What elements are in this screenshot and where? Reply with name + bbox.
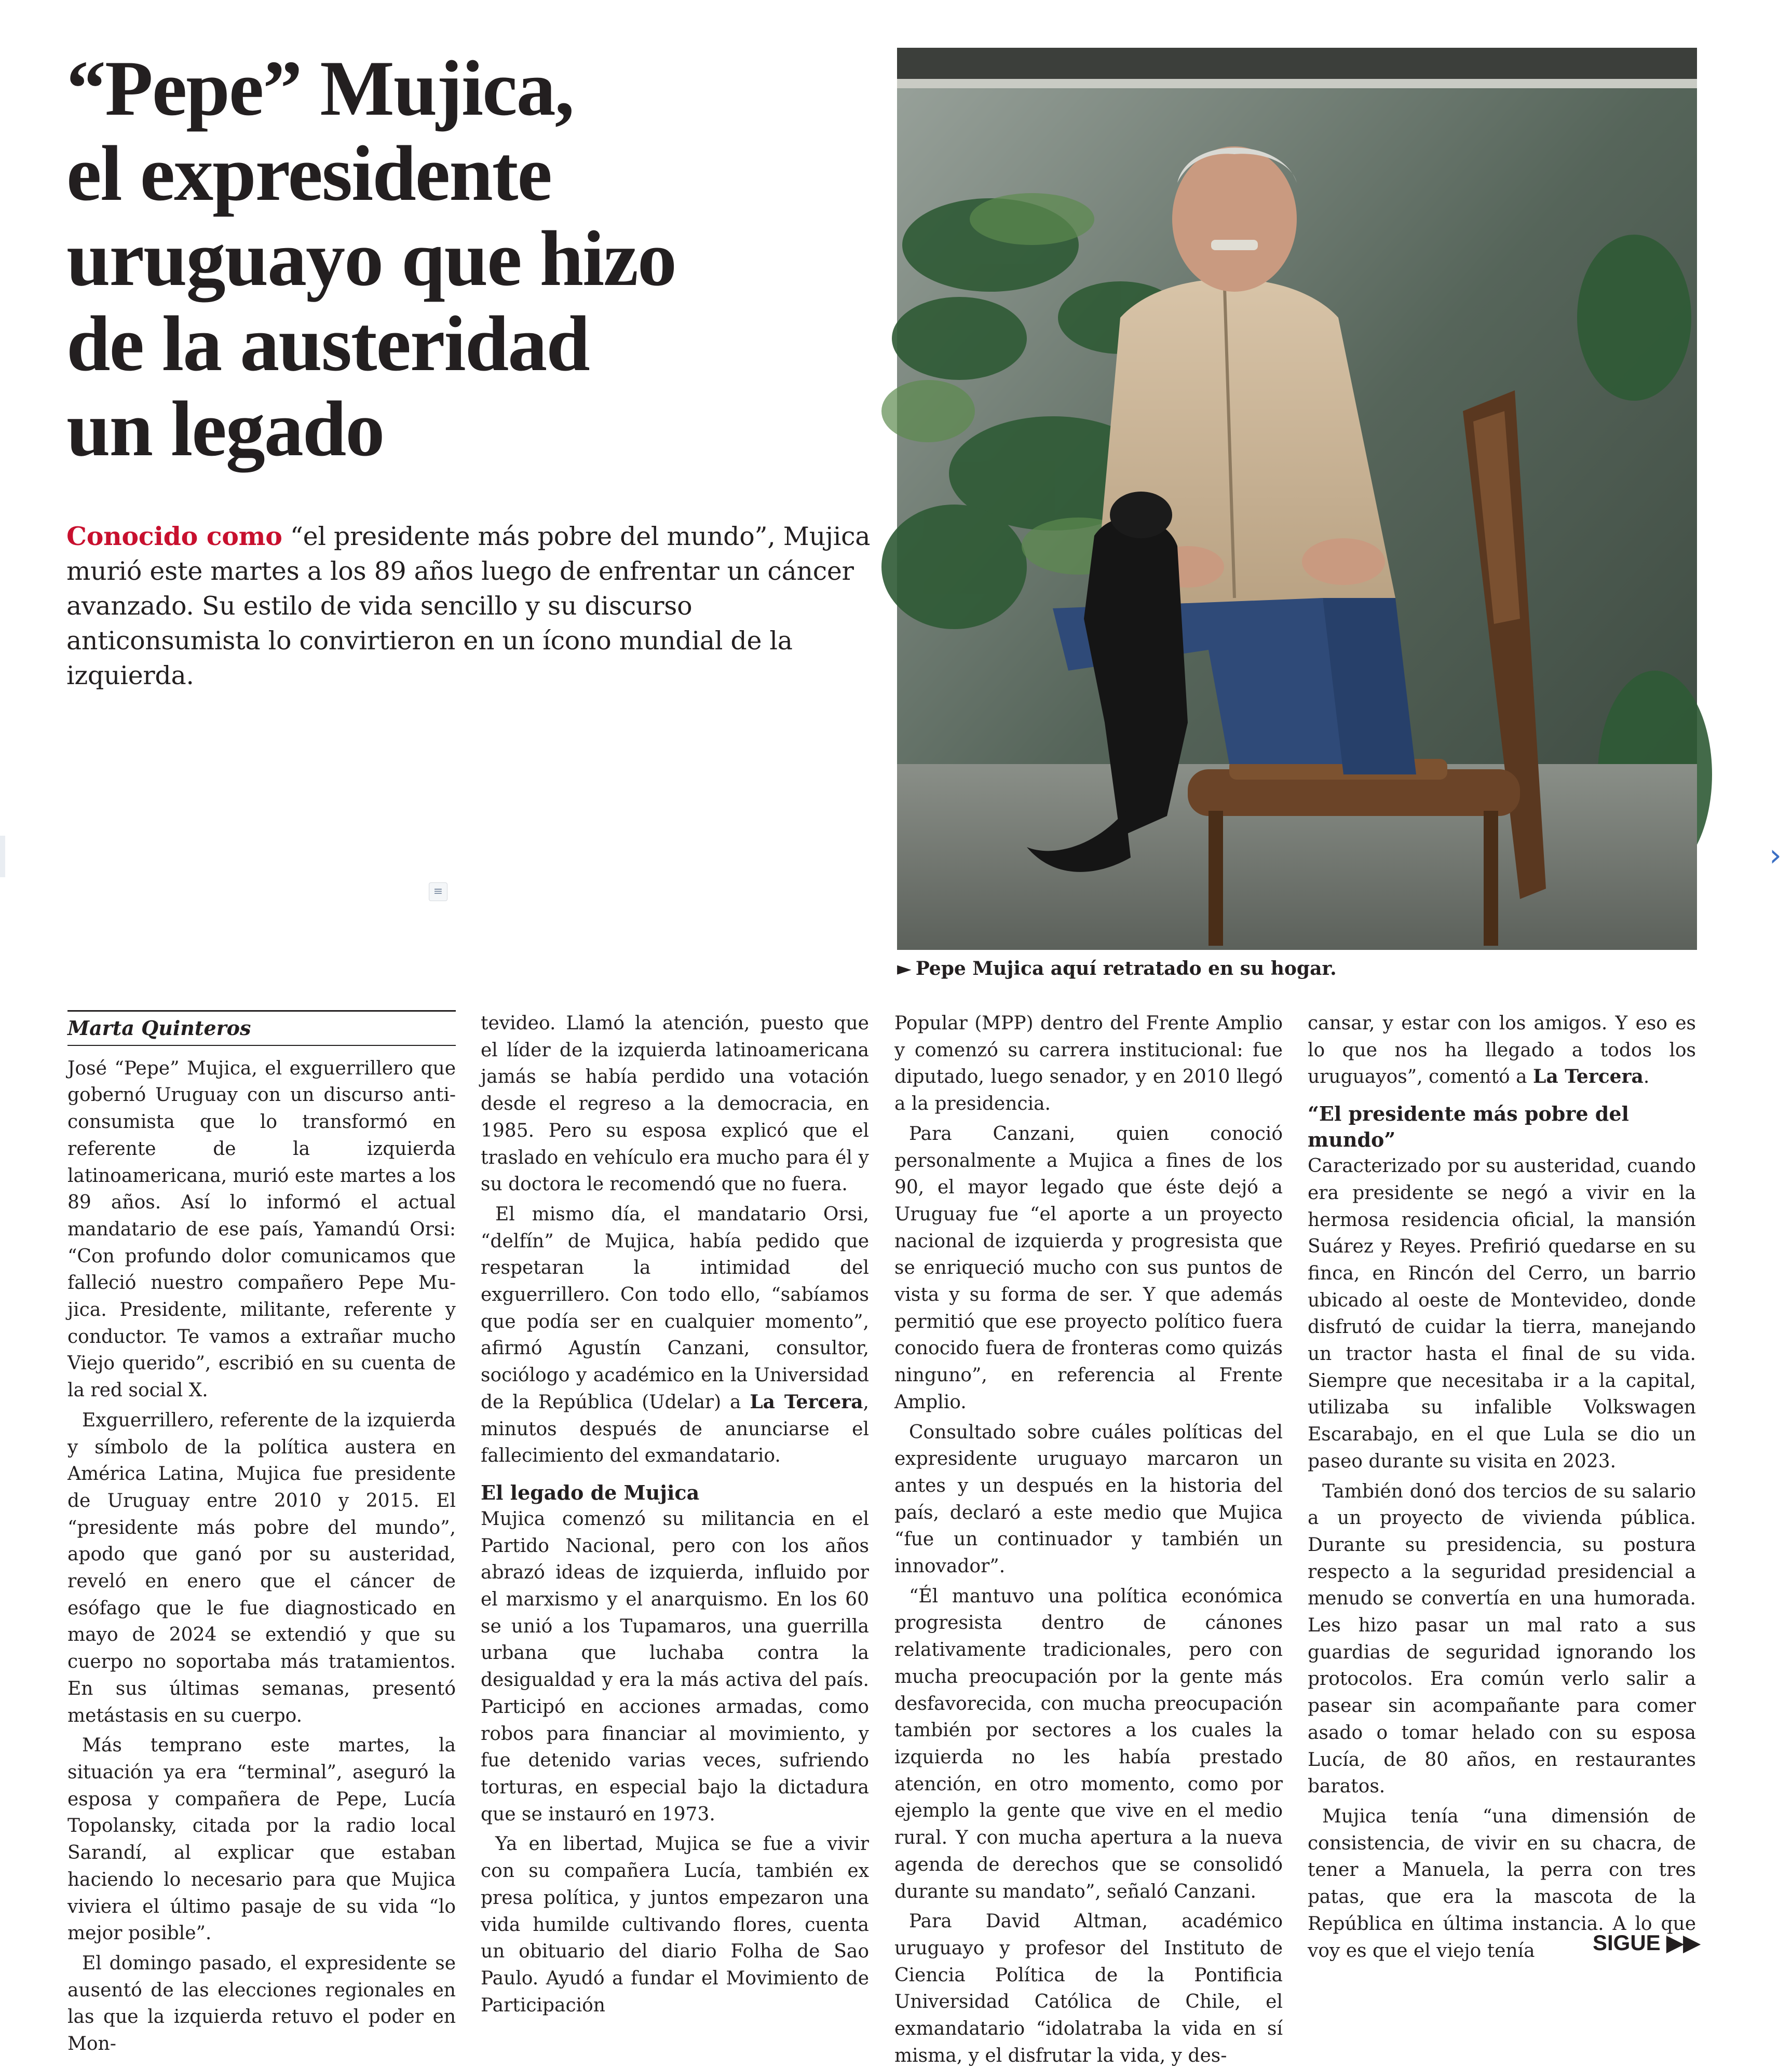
subheading: El legado de Mujica xyxy=(481,1480,700,1504)
note-icon[interactable]: ≡ xyxy=(429,882,447,901)
text-column-2 xyxy=(481,1010,869,2016)
next-page-chevron-icon[interactable]: › xyxy=(1769,837,1782,874)
headline-line: el expresidente xyxy=(66,130,551,217)
paragraph: “Él mantuvo una política económica progresista dentro de cánones relativamente tradicionales, pero con mucha preocupación por la gente más desfavorecida, con mucha preocupación también por sectores a los cuales la izquierda no les había prestado atención, en otro momento, como por ejemplo la gente que vive en el medio rural. Y con mucha apertura a la nueva agenda de derechos que se consolidó durante su mandato”, señaló Canzani. xyxy=(894,1585,1283,1902)
paragraph: Exguerrillero, referente de la izquierda y símbolo de la política austera en América Latina, Mujica fue presidente de Uruguay entre 2010 y 2015. El “presidente más pobre del mundo”, apodo que ganó por su austeridad, reveló en enero que el cáncer de esófago que le fue diagnosticado en mayo de 2024 se extendió y que su cuerpo no soportaba más tratamientos. En sus últimas semanas, presentó metástasis en su cuerpo. xyxy=(67,1409,456,1726)
text-column-1 xyxy=(67,1010,456,2055)
paragraph: Ya en libertad, Mujica se fue a vivir con su compañera Lucía, también ex presa política, y juntos empezaron una vida humilde cultivando flores, cuenta un obituario del diario Folha de Sao Paulo. Ayudó a fundar el Movimiento de Participación xyxy=(481,1833,869,2016)
text-column-4 xyxy=(1308,1010,1696,1962)
paragraph-text: El mismo día, el mandatario Orsi, “delfín” de Mujica, había pedido que respetaran la intimidad del exguerrillero. Con todo ello, “sabíamos que podía ser en cualquier momento”, afirmó Agustín Canzani, consultor, sociólogo y académico en la Universidad de la República (Udelar) a xyxy=(481,1203,869,1413)
paragraph: tevideo. Llamó la atención, puesto que el líder de la izquierda latinoamericana jamás se había perdido una votación desde el regreso a la democracia, en 1985. Pero su esposa explicó que el traslado en vehículo era mucho para él y su doctora le recomendó que no fuera. xyxy=(481,1013,869,1195)
headline-line: uruguayo que hizo xyxy=(66,215,676,302)
paragraph: Mujica tenía “una dimensión de consistencia, de vivir en su chacra, de tener a Manuela, la perra con tres patas, que era la mascota de la República en última instancia. A lo que voy es que el viejo tenía xyxy=(1308,1805,1696,1962)
text-column-3 xyxy=(894,1010,1283,2066)
photo-illustration xyxy=(897,48,1697,950)
headline xyxy=(66,46,876,471)
paragraph: Consultado sobre cuáles políticas del expresidente uruguayo marcaron un antes y un después en la historia del país, declaró a este medio que Mujica “fue un continuador y también un innovador”. xyxy=(894,1421,1283,1577)
paragraph: Mujica comenzó su militancia en el Partido Nacional, pero con los años abrazó ideas de izquierda, influido por el marxismo y el anarquismo. En los 60 se unió a los Tupamaros, una guerrilla urbana que luchaba contra la desigualdad y era la más activa del país. Participó en acciones armadas, como robos para financiar al movimiento, y fue detenido varias veces, sufriendo torturas, en especial bajo la dictadura que se instauró en 1973. xyxy=(481,1508,869,1825)
subheading: “El presidente más pobre del mundo” xyxy=(1308,1102,1629,1152)
photo-caption-text: Pepe Mujica aquí retratado en su hogar. xyxy=(915,958,1337,979)
byline-author: Marta Quinteros xyxy=(67,1016,251,1040)
photo-caption xyxy=(897,957,1697,981)
headline-line: “Pepe” Mujica, xyxy=(66,45,574,132)
headline-line: un legado xyxy=(66,385,384,472)
caption-arrow-icon: ► xyxy=(897,958,912,979)
paragraph xyxy=(1308,1010,1696,1091)
newspaper-name: La Tercera xyxy=(1533,1066,1644,1088)
previous-page-edge[interactable] xyxy=(0,836,5,877)
continue-label[interactable]: SIGUE ▶▶ xyxy=(1593,1930,1700,1955)
newspaper-name: La Tercera xyxy=(750,1391,863,1413)
paragraph: Popular (MPP) dentro del Frente Amplio y comenzó su carrera institucional: fue diputado, luego senador, y en 2010 llegó a la presidencia. xyxy=(894,1013,1283,1115)
dek-body: “el presidente más pobre del mundo”, Mujica murió este martes a los 89 años luego de enfrentar un cáncer avanzado. Su estilo de vida sencillo y su discurso anticonsumista lo convirtieron en un ícono mundial de la izquierda. xyxy=(66,522,871,690)
paragraph xyxy=(481,1201,869,1469)
article-photo xyxy=(897,48,1697,950)
headline-line: de la austeridad xyxy=(66,300,589,387)
paragraph: El domingo pasado, el expresidente se ausentó de las elecciones regionales en las que la izquierda retuvo el poder en Mon- xyxy=(67,1952,456,2055)
paragraph: Caracterizado por su austeridad, cuando era presidente se negó a vivir en la hermosa residencia oficial, la mansión Suárez y Reyes. Prefirió quedarse en su finca, en Rincón del Cerro, un barrio ubicado al oeste de Montevideo, donde disfrutó de cuidar la tierra, manejando un tractor hasta el final de su vida. Siempre que necesitaba ir a la capital, utilizaba su infalible Volkswagen Escarabajo, en el que Lula se dio un paseo durante su visita en 2023. xyxy=(1308,1155,1696,1472)
dek xyxy=(66,519,876,693)
paragraph-text: cansar, y estar con los amigos. Y eso es lo que nos ha llegado a todos los uruguayos”, comentó a xyxy=(1308,1013,1696,1088)
dek-kicker: Conocido como xyxy=(66,521,282,551)
paragraph: Para Canzani, quien conoció personalmente a Mujica a fines de los 90, el mayor legado que éste dejó a Uruguay fue “el aporte a un proyecto nacional de izquierda y progresista que se enriqueció mucho con sus puntos de vista y su forma de ser. Y que además permitió que ese proyecto político fuera conocido fuera de fronteras como quizás ninguno”, en referencia al Frente Amplio. xyxy=(894,1123,1283,1413)
paragraph-text: , minutos después de anunciarse el fallecimiento del exmandatario. xyxy=(481,1391,869,1467)
paragraph: José “Pepe” Mujica, el exguerrillero que gobernó Uruguay con un discurso anti-consumista que lo transformó en referente de la izquierda latinoamericana, murió este martes a los 89 años. Así lo informó el actual mandatario de ese país, Yamandú Orsi: “Con profundo dolor comunicamos que falleció nuestro compañero Pepe Mu-jica. Presidente, militante, referente y conductor. Te vamos a extrañar mucho Viejo querido”, escribió en su cuenta de la red social X. xyxy=(67,1057,456,1401)
paragraph: También donó dos tercios de su salario a un proyecto de vivienda pública. Durante su presidencia, su postura respecto a la seguridad presidencial a menudo se convertía en una humorada. Les hizo pasar un mal rato a sus guardias de seguridad ignorando los protocolos. Era común verlo salir a pasear sin acompañante para comer asado o tomar helado con su esposa Lucía, de 80 años, en restaurantes baratos. xyxy=(1308,1480,1696,1798)
paragraph: Más temprano este martes, la situación ya era “terminal”, aseguró la esposa y compañera de Pepe, Lucía Topolansky, citada por la radio local Sarandí, al explicar que estaban haciendo lo necesario para que Mujica viviera el último pasaje de su vida “lo mejor posible”. xyxy=(67,1735,456,1944)
byline xyxy=(67,1010,456,1046)
paragraph: Para David Altman, académico uruguayo y profesor del Instituto de Ciencia Política de la Pontificia Universidad Católica de Chile, el exmandatario “idolatraba la vida en sí misma, y el disfrutar la vida, y des- xyxy=(894,1911,1283,2066)
paragraph-text: . xyxy=(1643,1066,1650,1088)
